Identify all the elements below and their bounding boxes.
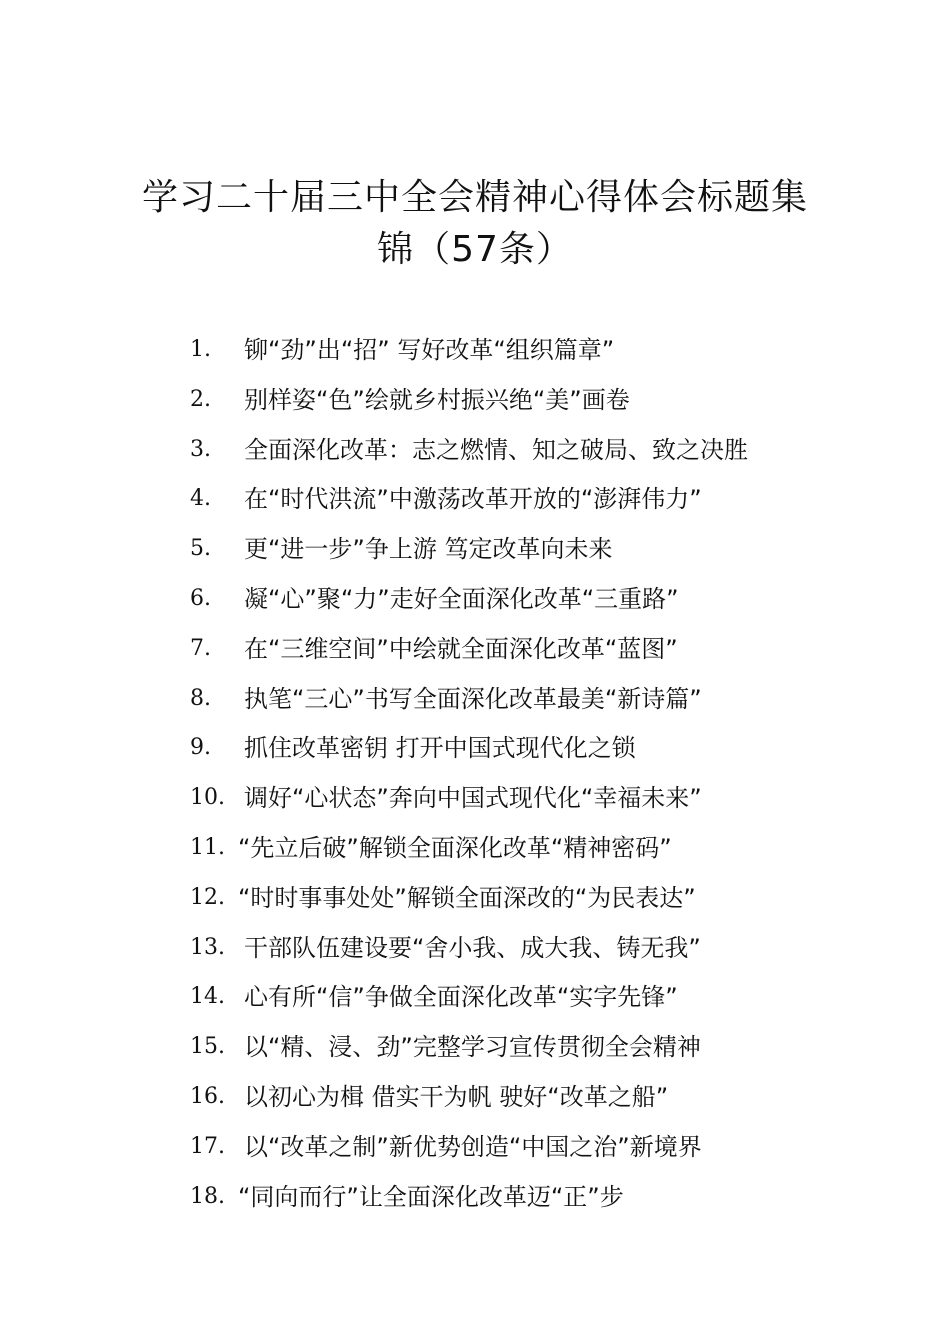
item-text: 心有所“信”争做全面深化改革“实字先锋” — [244, 983, 678, 1012]
item-number: 16. — [190, 1083, 225, 1109]
list-item — [0, 677, 950, 727]
list-item — [0, 776, 950, 826]
item-text: 以初心为楫 借实干为帆 驶好“改革之船” — [244, 1082, 669, 1111]
item-text: 以“精、浸、劲”完整学习宣传贯彻全会精神 — [244, 1033, 701, 1062]
list-item — [0, 926, 950, 976]
item-text: 在“三维空间”中绘就全面深化改革“蓝图” — [244, 634, 678, 663]
headline-list — [0, 328, 950, 1224]
item-number: 8. — [190, 685, 211, 711]
list-item — [0, 975, 950, 1025]
list-item — [0, 328, 950, 378]
item-text: 在“时代洪流”中激荡改革开放的“澎湃伟力” — [244, 485, 702, 514]
item-number: 6. — [190, 585, 211, 611]
list-item — [0, 428, 950, 478]
item-number: 17. — [190, 1133, 225, 1159]
item-text: 执笔“三心”书写全面深化改革最美“新诗篇” — [244, 684, 702, 713]
item-text: “同向而行”让全面深化改革迈“正”步 — [238, 1182, 624, 1211]
item-number: 1. — [190, 337, 211, 362]
item-text: 凝“心”聚“力”走好全面深化改革“三重路” — [244, 584, 679, 613]
list-item — [0, 1025, 950, 1075]
item-number: 9. — [190, 735, 211, 761]
page-title — [0, 172, 950, 276]
item-text: 抓住改革密钥 打开中国式现代化之锁 — [244, 734, 636, 763]
list-item — [0, 1175, 950, 1225]
item-number: 13. — [190, 934, 225, 960]
item-text: “时时事事处处”解锁全面深改的“为民表达” — [238, 883, 696, 912]
item-text: 干部队伍建设要“舍小我、成大我、铸无我” — [244, 933, 701, 962]
list-item — [0, 876, 950, 926]
item-number: 10. — [190, 785, 225, 811]
item-number: 11. — [190, 834, 225, 860]
item-text: 别样姿“色”绘就乡村振兴绝“美”画卷 — [244, 385, 630, 414]
item-number: 15. — [190, 1034, 225, 1060]
list-item — [0, 378, 950, 428]
item-number: 4. — [190, 486, 211, 512]
list-item — [0, 1125, 950, 1175]
item-number: 3. — [190, 436, 211, 462]
item-number: 14. — [190, 984, 225, 1010]
item-number: 7. — [190, 635, 211, 661]
list-item — [0, 527, 950, 577]
item-number: 2. — [190, 386, 211, 412]
list-item — [0, 627, 950, 677]
item-text: 调好“心状态”奔向中国式现代化“幸福未来” — [244, 784, 702, 813]
list-item — [0, 726, 950, 776]
list-item — [0, 826, 950, 876]
list-item — [0, 477, 950, 527]
title-line-2: 锦（57条） — [377, 229, 573, 270]
item-number: 12. — [190, 884, 225, 910]
item-text: 以“改革之制”新优势创造“中国之治”新境界 — [244, 1132, 702, 1161]
list-item — [0, 1075, 950, 1125]
title-line-1: 学习二十届三中全会精神心得体会标题集 — [141, 177, 808, 218]
item-text: 全面深化改革：志之燃情、知之破局、致之决胜 — [244, 435, 748, 464]
item-text: 铆“劲”出“招” 写好改革“组织篇章” — [244, 336, 615, 364]
item-text: 更“进一步”争上游 笃定改革向未来 — [244, 535, 613, 564]
list-item — [0, 577, 950, 627]
item-number: 18. — [190, 1183, 225, 1209]
item-number: 5. — [190, 536, 211, 562]
item-text: “先立后破”解锁全面深化改革“精神密码” — [238, 833, 672, 862]
